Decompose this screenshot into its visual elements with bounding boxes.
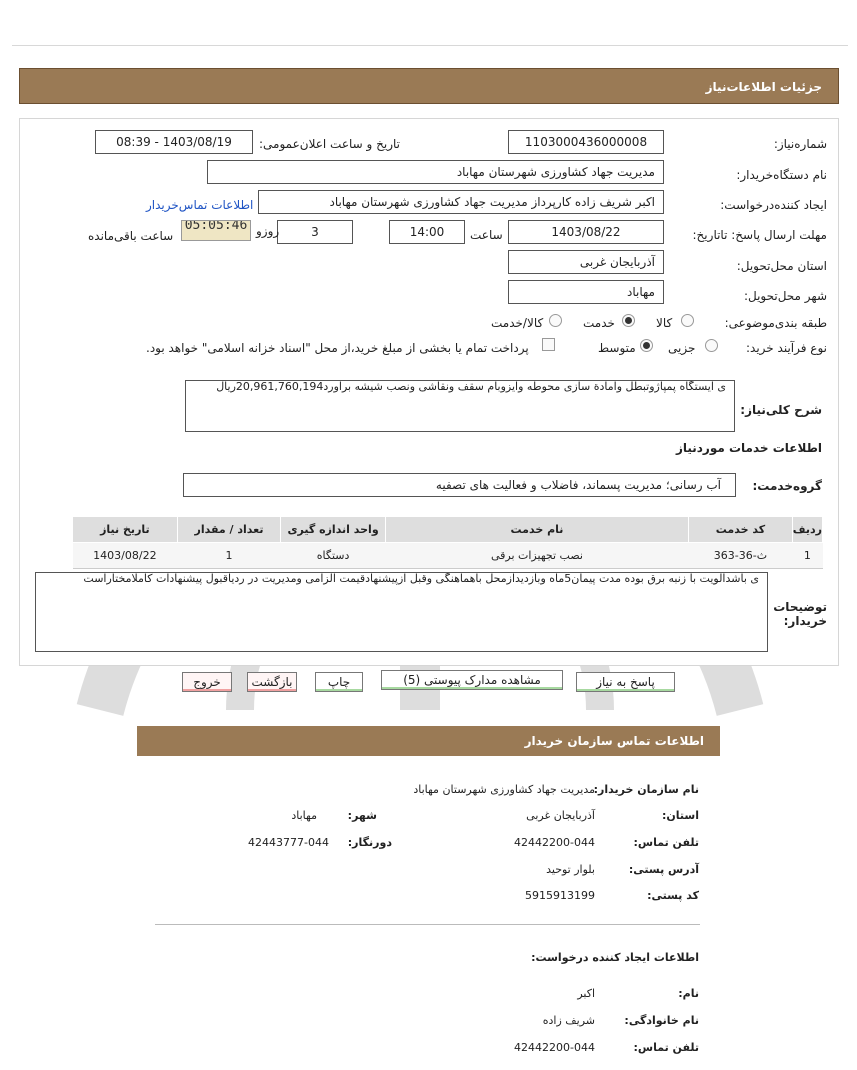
col-qty: تعداد / مقدار (177, 517, 281, 543)
category-option-service: خدمت (583, 316, 615, 330)
announce-field: 1403/08/19 - 08:39 (95, 130, 253, 154)
service-group-field: آب رسانی؛ مدیریت پسماند، فاضلاب و فعالیت های تصفیه (183, 473, 736, 497)
contact-divider (155, 924, 700, 925)
print-button[interactable]: چاپ (315, 672, 363, 692)
category-radio-both[interactable] (549, 314, 562, 327)
contact-address-value: بلوار توحید (546, 863, 595, 876)
cell-date: 1403/08/22 (73, 543, 178, 569)
process-radio-medium[interactable] (640, 339, 653, 352)
contact-postal-label: کد پستی: (647, 889, 699, 902)
creator-info-title: اطلاعات ایجاد کننده درخواست: (531, 951, 699, 964)
cell-unit: دستگاه (281, 543, 386, 569)
services-section-title: اطلاعات خدمات موردنیاز (675, 441, 822, 455)
contact-address-label: آدرس پستی: (628, 863, 699, 876)
buyer-contact-title: اطلاعات تماس سازمان خریدار (524, 734, 704, 748)
col-unit: واحد اندازه گیری (281, 517, 386, 543)
attachments-button[interactable]: مشاهده مدارک پیوستی (5) (381, 670, 563, 690)
cell-qty: 1 (177, 543, 281, 569)
creator-label: ایجاد کننده‌درخواست: (720, 198, 827, 212)
table-header-row (73, 517, 823, 543)
days-field: 3 (277, 220, 353, 244)
category-option-goods: کالا (656, 316, 673, 330)
cell-row: 1 (792, 543, 822, 569)
deadline-date-field: 1403/08/22 (508, 220, 664, 244)
treasury-payment-checkbox[interactable] (542, 338, 555, 351)
cell-name: نصب تجهیزات برقی (385, 543, 688, 569)
contact-city-label: شهر: (347, 809, 377, 822)
contact-fax-label: دورنگار: (347, 836, 392, 849)
contact-province-label: استان: (662, 809, 699, 822)
contact-phone-label: تلفن تماس: (633, 836, 699, 849)
province-label: استان محل‌تحویل: (736, 259, 827, 273)
creator-name-value: اکبر (577, 987, 595, 1000)
process-radio-minor[interactable] (705, 339, 718, 352)
category-label: طبقه بندی‌موضوعی: (724, 316, 827, 330)
col-code: کد خدمت (689, 517, 793, 543)
col-name: نام خدمت (385, 517, 688, 543)
days-label: روزو (256, 224, 280, 238)
remaining-timer: 05:05:46 (181, 220, 251, 241)
exit-button[interactable]: خروج (182, 672, 232, 692)
city-field: مهاباد (508, 280, 664, 304)
creator-name-label: نام: (678, 987, 699, 1000)
province-field: آذربایجان غربی (508, 250, 664, 274)
need-description-label: شرح کلی‌نیاز: (740, 403, 822, 417)
deadline-hour-field: 14:00 (389, 220, 465, 244)
treasury-payment-note: پرداخت تمام یا بخشی از مبلغ خرید،از محل "اسناد خزانه اسلامی" خواهد بود. (146, 341, 529, 355)
contact-fax-value: 42443777-044 (248, 836, 329, 849)
process-option-medium: متوسط (598, 341, 636, 355)
need-number-field: 1103000436000008 (508, 130, 664, 154)
buyer-contact-link[interactable]: اطلاعات تماس‌خریدار (146, 198, 254, 212)
announce-label: تاریخ و ساعت اعلان‌عمومی: (258, 137, 400, 151)
category-option-both: کالا/خدمت (491, 316, 544, 330)
contact-org-label: نام سازمان خریدار: (593, 783, 699, 796)
buyer-notes-label: توضیحات خریدار: (773, 600, 827, 628)
city-label: شهر محل‌تحویل: (743, 289, 827, 303)
top-divider (12, 45, 848, 46)
services-table (72, 516, 823, 569)
back-button[interactable]: بازگشت (247, 672, 297, 692)
service-group-label: گروه‌خدمت: (752, 479, 822, 493)
cell-code: ث-36-363 (689, 543, 793, 569)
category-radio-goods[interactable] (681, 314, 694, 327)
remaining-label: ساعت باقی‌مانده (88, 229, 174, 243)
table-row (73, 543, 823, 569)
contact-postal-value: 5915913199 (525, 889, 595, 902)
buyer-org-field: مدیریت جهاد کشاورزی شهرستان مهاباد (207, 160, 664, 184)
reply-button[interactable]: پاسخ به نیاز (576, 672, 675, 692)
deadline-label: مهلت ارسال پاسخ: تاتاریخ: (692, 228, 827, 242)
contact-org-value: مدیریت جهاد کشاورزی شهرستان مهاباد (413, 783, 595, 796)
contact-province-value: آذربایجان غربی (526, 809, 595, 822)
need-number-label: شماره‌نیاز: (773, 137, 827, 151)
process-option-minor: جزیی (668, 341, 696, 355)
process-label: نوع فرآیند خرید: (746, 341, 827, 355)
creator-field: اکبر شریف زاده کارپرداز مدیریت جهاد کشاورزی شهرستان مهاباد (258, 190, 664, 214)
contact-city-value: مهاباد (291, 809, 317, 822)
col-date: تاریخ نیاز (73, 517, 178, 543)
col-row: ردیف (792, 517, 822, 543)
creator-family-value: شریف زاده (542, 1014, 595, 1027)
buyer-org-label: نام دستگاه‌خریدار: (736, 168, 827, 182)
hour-label: ساعت (470, 228, 503, 242)
creator-phone-value: 42442200-044 (514, 1041, 595, 1054)
buyer-notes-field: ی باشدالویت با زنبه برق بوده مدت پیمان5ماه وبازدیدازمحل باهماهنگی وقبل ازپیشنهادقیمت الزامی ومدیریت در ردیاقبول پیشنهادات کاملامختاراست (35, 572, 768, 652)
category-radio-service[interactable] (622, 314, 635, 327)
buyer-contact-header (137, 726, 720, 756)
need-description-field: ی ایستگاه پمپاژوتبطل وامادة سازی محوطه وایزوبام سقف ونقاشی ونصب شیشه براورد20,961,760,194ریال (185, 380, 735, 432)
creator-family-label: نام خانوادگی: (624, 1014, 699, 1027)
creator-phone-label: تلفن تماس: (633, 1041, 699, 1054)
page-title: جزئیات اطلاعات‌نیاز (705, 80, 822, 94)
page-header (19, 68, 839, 104)
contact-phone-value: 42442200-044 (514, 836, 595, 849)
